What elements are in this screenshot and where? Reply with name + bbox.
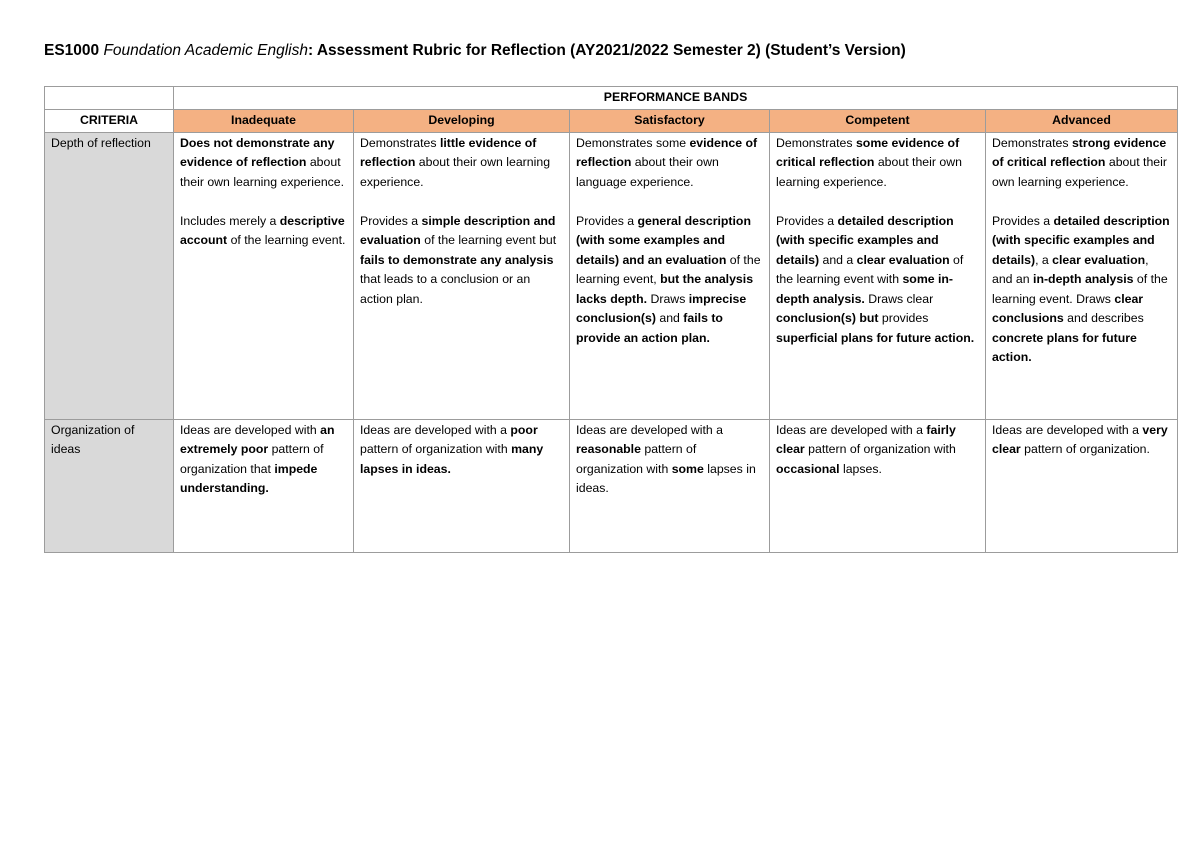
descriptor-paragraph	[992, 212, 1171, 368]
descriptor-paragraph	[776, 134, 979, 193]
descriptor-text: Provides a	[992, 213, 1054, 228]
descriptor-paragraph	[576, 421, 763, 499]
descriptor-text: Ideas are developed with a	[360, 422, 511, 437]
descriptor-bold-text: imprecise conclusion(s)	[576, 291, 747, 325]
descriptor-bold-text: some evidence of critical reflection	[776, 135, 960, 169]
band-header-advanced: Advanced	[986, 110, 1178, 133]
descriptor-text: Demonstrates	[360, 135, 440, 150]
descriptor-text: provides	[878, 311, 929, 325]
descriptor-text: lapses in ideas.	[576, 461, 756, 495]
descriptor-text: pattern of organization that	[180, 442, 324, 476]
rubric-row-depth-of-reflection	[45, 132, 1178, 419]
descriptor-text: about their own learning experience.	[992, 155, 1167, 189]
descriptor-bold-text: conclusion(s) but	[776, 311, 879, 325]
descriptor-text: about their own learning experience.	[360, 155, 551, 189]
descriptor-cell	[354, 419, 570, 552]
band-header-satisfactory: Satisfactory	[570, 110, 770, 133]
descriptor-paragraph	[360, 421, 563, 480]
blank-corner-cell	[45, 87, 174, 110]
descriptor-paragraph	[180, 421, 347, 499]
band-header-inadequate: Inadequate	[174, 110, 354, 133]
band-header-developing: Developing	[354, 110, 570, 133]
descriptor-cell	[174, 132, 354, 419]
descriptor-text: Ideas are developed with a	[576, 422, 723, 437]
descriptor-text: pattern of organization with	[576, 442, 697, 476]
descriptor-paragraph	[776, 421, 979, 480]
descriptor-bold-text: little evidence of reflection	[360, 135, 537, 169]
rubric-row-organization-of-ideas	[45, 419, 1178, 552]
descriptor-paragraph	[180, 134, 347, 193]
descriptor-bold-text: very clear	[992, 422, 1168, 456]
descriptor-bold-text: poor	[510, 422, 538, 437]
descriptor-text: about their own learning experience.	[776, 155, 962, 189]
descriptor-text: of the learning event with	[776, 252, 964, 286]
descriptor-text: , and an	[992, 252, 1149, 286]
descriptor-text: Includes merely a	[180, 213, 280, 228]
descriptor-bold-text: clear evaluation	[856, 252, 950, 267]
descriptor-text: Demonstrates some	[576, 135, 690, 150]
descriptor-text: lapses.	[839, 461, 882, 476]
descriptor-paragraph	[992, 421, 1171, 460]
descriptor-bold-text: reasonable	[576, 442, 641, 456]
descriptor-bold-text: some	[671, 461, 704, 476]
descriptor-text: Demonstrates	[776, 135, 856, 150]
descriptor-text: Demonstrates	[992, 135, 1072, 150]
descriptor-bold-text: but the analysis lacks depth.	[576, 272, 754, 306]
descriptor-bold-text: detailed description (with specific examples and details)	[992, 213, 1170, 267]
descriptor-text: Provides a	[576, 213, 638, 228]
performance-bands-title: PERFORMANCE BANDS	[174, 87, 1178, 110]
descriptor-text: Provides a	[360, 213, 422, 228]
descriptor-bold-text: general description (with some examples and details) and an evaluation	[576, 213, 751, 267]
descriptor-bold-text: superficial plans for future action.	[776, 330, 975, 345]
descriptor-bold-text: many lapses in ideas.	[360, 442, 544, 476]
performance-bands-row	[45, 87, 1178, 110]
descriptor-text: of the learning event. Draws	[992, 272, 1168, 306]
descriptor-bold-text: fails to provide an action plan.	[576, 311, 723, 345]
descriptor-bold-text: Does not demonstrate any evidence of reflection	[180, 135, 335, 169]
descriptor-paragraph	[992, 134, 1171, 193]
criterion-organization-of-ideas: Organization of ideas	[45, 419, 174, 552]
descriptor-bold-text: concrete plans for future action.	[992, 330, 1137, 364]
descriptor-cell	[770, 132, 986, 419]
descriptor-bold-text: strong evidence of critical reflection	[992, 135, 1167, 169]
descriptor-text: of the learning event.	[227, 233, 346, 247]
descriptor-text: , a	[1035, 252, 1053, 267]
descriptor-text: pattern of organization with	[360, 442, 512, 456]
descriptor-text: about their own language experience.	[576, 155, 719, 189]
descriptor-bold-text: fails to demonstrate any analysis	[360, 252, 554, 267]
descriptor-bold-text: clear conclusions	[992, 291, 1144, 325]
descriptor-cell	[174, 419, 354, 552]
descriptor-text: that leads to a conclusion or an action plan.	[360, 272, 531, 306]
descriptor-paragraph	[576, 134, 763, 193]
descriptor-text: about their own learning experience.	[180, 155, 345, 189]
title-course-name: Foundation Academic English	[103, 42, 308, 59]
descriptor-bold-text: fairly clear	[776, 422, 956, 456]
descriptor-paragraph	[360, 134, 563, 193]
descriptor-cell	[570, 419, 770, 552]
descriptor-bold-text: occasional	[776, 461, 840, 476]
rubric-table	[44, 86, 1178, 553]
descriptor-bold-text: evidence of reflection	[576, 135, 758, 169]
descriptor-text: pattern of organization.	[1020, 442, 1150, 456]
descriptor-text: of the learning event but	[420, 233, 557, 247]
descriptor-text: pattern of organization with	[804, 442, 956, 456]
descriptor-text: of the learning event,	[576, 252, 761, 286]
descriptor-paragraph	[776, 212, 979, 349]
descriptor-cell	[986, 419, 1178, 552]
descriptor-cell	[770, 419, 986, 552]
descriptor-text: and a	[819, 252, 857, 267]
descriptor-text: and describes	[1063, 311, 1144, 325]
descriptor-text: Ideas are developed with a	[776, 422, 927, 437]
descriptor-paragraph	[360, 212, 563, 310]
descriptor-paragraph	[180, 212, 347, 251]
criteria-header: CRITERIA	[45, 110, 174, 133]
criterion-depth-of-reflection: Depth of reflection	[45, 132, 174, 419]
descriptor-paragraph	[576, 212, 763, 349]
descriptor-text: Draws	[647, 291, 689, 306]
descriptor-bold-text: impede understanding.	[180, 461, 318, 495]
descriptor-text: Provides a	[776, 213, 838, 228]
descriptor-bold-text: some in-depth analysis.	[776, 272, 954, 306]
descriptor-bold-text: an extremely poor	[180, 422, 335, 456]
descriptor-text: Draws clear	[864, 291, 934, 306]
descriptor-cell	[354, 132, 570, 419]
band-header-competent: Competent	[770, 110, 986, 133]
title-prefix: ES1000	[44, 42, 104, 59]
descriptor-cell	[986, 132, 1178, 419]
descriptor-bold-text: clear evaluation	[1052, 252, 1146, 267]
descriptor-text: Ideas are developed with	[180, 422, 321, 437]
descriptor-text: and	[655, 311, 684, 325]
descriptor-bold-text: in-depth analysis	[1033, 272, 1134, 286]
descriptor-cell	[570, 132, 770, 419]
document-title	[44, 42, 906, 60]
descriptor-bold-text: descriptive account	[180, 213, 345, 247]
descriptor-text: Ideas are developed with a	[992, 422, 1143, 437]
descriptor-bold-text: detailed description (with specific examples and details)	[776, 213, 954, 267]
descriptor-bold-text: simple description and evaluation	[360, 213, 556, 247]
title-suffix: : Assessment Rubric for Reflection (AY2021/2022 Semester 2) (Student’s Version)	[307, 42, 906, 59]
band-header-row	[45, 110, 1178, 133]
